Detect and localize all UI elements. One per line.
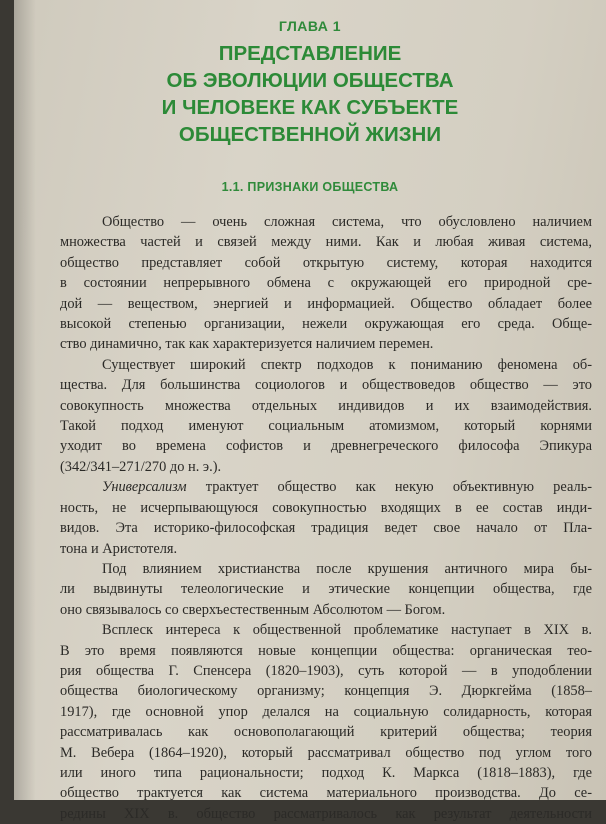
- text-line: редины XIX в. общество рассматривалось как результат деятельности: [60, 805, 592, 822]
- text-line: М. Вебера (1864–1920), который рассматривал общество под углом того: [60, 744, 592, 761]
- text-line: щества. Для большинства социологов и обществоведов общество — это: [60, 377, 592, 394]
- book-page: [14, 0, 606, 822]
- chapter-title-line: ОБЩЕСТВЕННОЙ ЖИЗНИ: [178, 123, 442, 146]
- chapter-label: ГЛАВА 1: [278, 18, 342, 34]
- text-line: [60, 477, 592, 497]
- text-line: видов. Эта историко-философская традиция ведет свое начало от Пла-: [60, 520, 592, 537]
- paragraph-1: [60, 212, 592, 355]
- paragraph-5: [60, 620, 592, 824]
- text-line: дой — веществом, энергией и информацией. Общество обладает более: [60, 295, 592, 312]
- text-line: (342/341–271/270 до н. э.).: [60, 458, 222, 475]
- text-line: Такой подход именуют социальным атомизмом, который корнями: [60, 418, 592, 435]
- text-line: Существует широкий спектр подходов к пониманию феномена об-: [102, 356, 592, 373]
- text-line: тона и Аристотеля.: [60, 540, 178, 557]
- text-line: рассматривалась как основополагающий критерий общества; теория: [60, 724, 592, 741]
- chapter-title-line: И ЧЕЛОВЕКЕ КАК СУБЪЕКТЕ: [161, 96, 459, 119]
- chapter-title-line: ОБ ЭВОЛЮЦИИ ОБЩЕСТВА: [166, 69, 454, 92]
- text-line: общества биологическому организму; концепция Э. Дюркгейма (1858–: [60, 683, 592, 700]
- text-line: ли выдвинуты телеологические и этические концепции общества, где: [60, 581, 592, 598]
- text-line: или иного типа рациональности; подход К. Маркса (1818–1883), где: [60, 764, 592, 781]
- chapter-title-line: ПРЕДСТАВЛЕНИЕ: [218, 42, 402, 65]
- body-text: [60, 212, 592, 824]
- paragraph-4: [60, 559, 592, 620]
- text-line: множества частей и связей между ними. Как и любая живая система,: [60, 234, 592, 251]
- term-universalism: Универсализм: [102, 479, 187, 496]
- text-line: высокой степенью организации, нежели окружающая его среда. Обще-: [60, 316, 592, 333]
- text-line: оно связывалось со сверхъестественным Абсолютом — Богом.: [60, 601, 446, 618]
- text-line: 1917), где основной упор делался на социальную солидарность, которая: [60, 703, 592, 720]
- text-line: рия общества Г. Спенсера (1820–1903), суть которой — в уподоблении: [60, 662, 592, 679]
- text-line: Всплеск интереса к общественной проблематике наступает в XIX в.: [102, 622, 592, 639]
- paragraph-3: [60, 477, 592, 559]
- text-line: ность, не исчерпывающуюся совокупностью входящих в ее состав инди-: [60, 499, 592, 516]
- text-line: общество представляет собой открытую систему, которая находится: [60, 254, 592, 271]
- text-line: в состоянии непрерывного обмена с окружающей его природной сре-: [60, 275, 592, 292]
- text-line: ство динамично, так как характеризуется наличием перемен.: [60, 336, 434, 353]
- text-line: совокупность множества отдельных индивидов и их взаимодействия.: [60, 397, 592, 414]
- text-line: Под влиянием христианства после крушения античного мира бы-: [102, 560, 592, 577]
- section-title: 1.1. ПРИЗНАКИ ОБЩЕСТВА: [221, 180, 399, 194]
- paragraph-2: [60, 355, 592, 477]
- text-line: Общество — очень сложная система, что обусловлено наличием: [102, 214, 592, 230]
- text-line: В это время появляются новые концепции общества: органическая тео-: [60, 642, 592, 659]
- text-line: общество трактуется как система материального производства. До се-: [60, 785, 592, 802]
- text-line: уходит во времена софистов и древнегреческого философа Эпикура: [60, 438, 592, 455]
- chapter-title: [14, 40, 606, 148]
- text-span: трактует общество как некую объективную реаль-: [186, 479, 592, 496]
